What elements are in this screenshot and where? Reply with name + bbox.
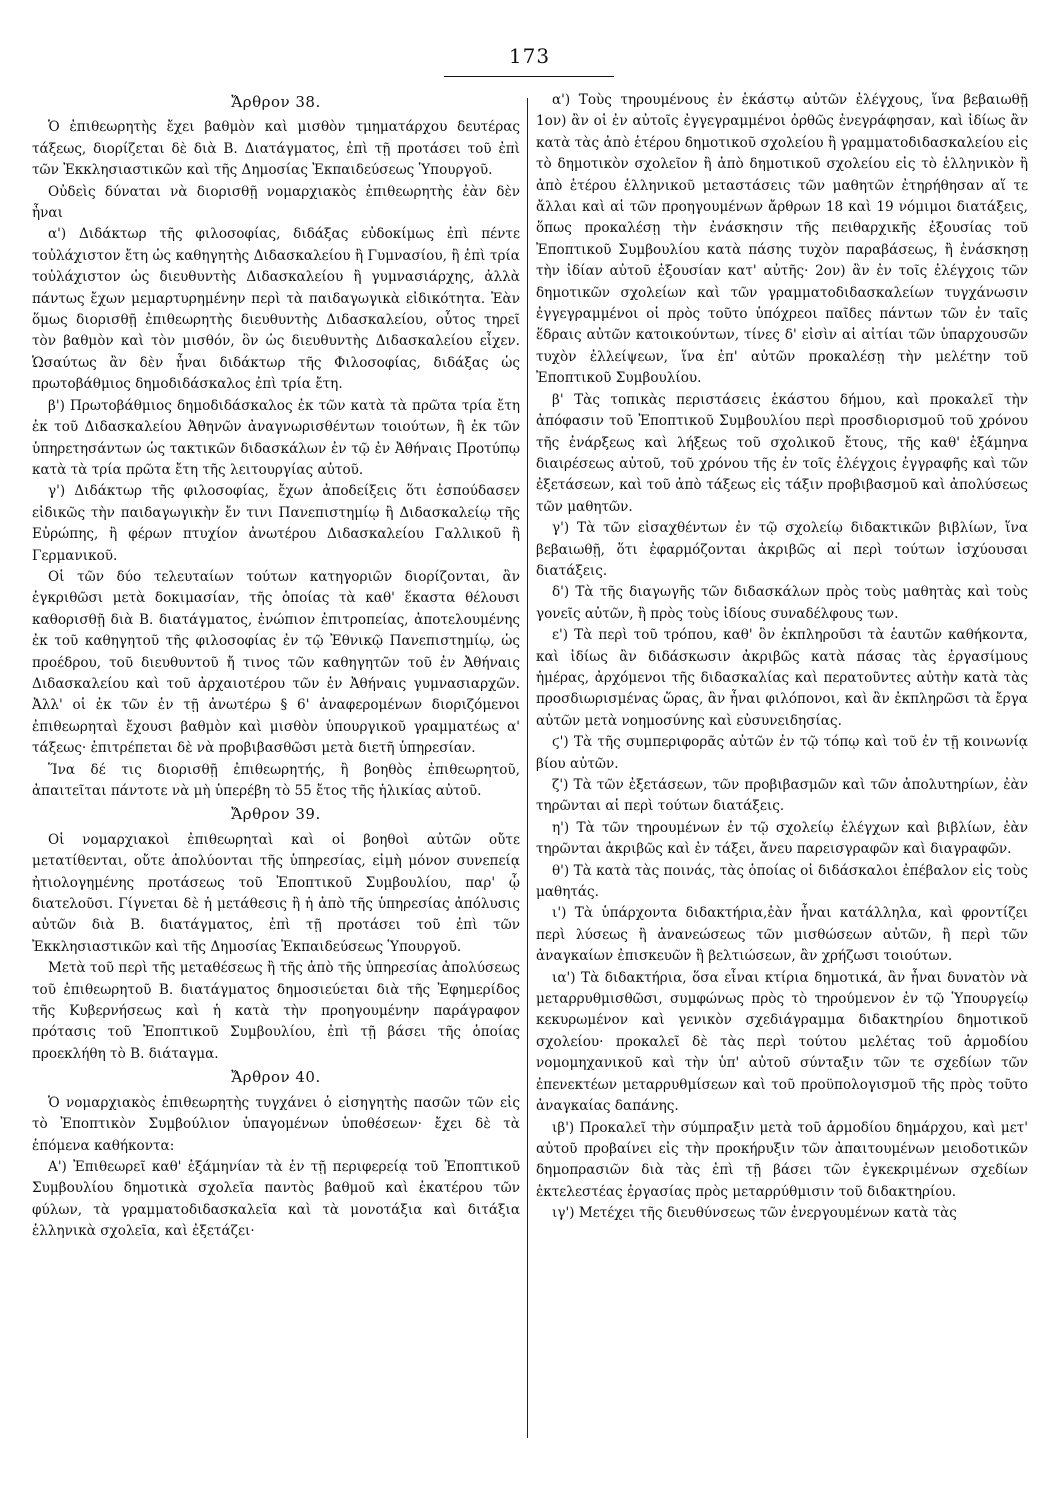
article-38-heading: Ἄρθρον 38. — [231, 93, 321, 111]
page-number: 173 — [508, 44, 551, 68]
duty-item-b: β' Τὰς τοπικὰς περιστάσεις ἑκάστου δήμου, καὶ προκαλεῖ τὴν ἀπόφασιν τοῦ Ἐποπτικοῦ Συμβουλίου περὶ προσδιορισμοῦ τοῦ χρόνου τῆς ἐνάρξεως καὶ λήξεως τοῦ σχολικοῦ ἔτους, τῆς καθ' ἑξάμηνα διαιρέσεως αὐτοῦ, τοῦ χρόνου τῆς ἐν τοῖς ἐλέγχοις ἐγγραφῆς καὶ τῶν ἐξετάσεων, καὶ τοῦ ἀπὸ τάξεως εἰς τάξιν προβιβασμοῦ καὶ ἀπολύσεως τῶν μαθητῶν. — [536, 391, 1028, 515]
right-column — [536, 90, 1028, 1225]
duty-item-k: ια') Τὰ διδακτήρια, ὅσα εἶναι κτίρια δημοτικά, ἂν ἦναι δυνατὸν νὰ μεταρρυθμισθῶσι, συμφώνως πρὸς τὸ τηρούμενον ἐν τῷ Ὑπουργείῳ κεκυρωμένον καὶ γενικὸν σχεδιάγραμμα διδακτηρίου δημοτικοῦ σχολείου· προκαλεῖ δὲ τὰς περὶ τούτου μελέτας τοῦ ἁρμοδίου νομομηχανικοῦ καὶ τὴν ὑπ' αὐτοῦ σύνταξιν τῶν τε σχεδίων τῶν ἐπενεκτέων μεταρρυθμίσεων καὶ τοῦ προϋπολογισμοῦ τῆς πρὸς τοῦτο ἀναγκαίας δαπάνης. — [536, 969, 1028, 1115]
left-column — [32, 90, 520, 1243]
duty-item-i: θ') Τὰ κατὰ τὰς ποινάς, τὰς ὁποίας οἱ διδάσκαλοι ἐπέβαλον εἰς τοὺς μαθητάς. — [536, 862, 1028, 901]
duty-item-a: α') Τοὺς τηρουμένους ἐν ἑκάστῳ αὐτῶν ἐλέγχους, ἵνα βεβαιωθῇ 1ον) ἂν οἱ ἐν αὐτοῖς ἐγγεγραμμένοι ὀρθῶς ἐνεγράφησαν, καὶ ἰδίως ἂν κατὰ τὰς ἀπὸ ἑτέρου δημοτικοῦ σχολείου ἢ γραμματοδιδασκαλείου εἰς τὸ δημοτικὸν σχολεῖον ἢ ἀπὸ δημοτικοῦ σχολείου εἰς τὸ ἑλληνικὸν ἢ ἀπὸ ἑτέρου ἑλληνικοῦ μεταστάσεις τῶν μαθητῶν ἐτηρήθησαν αἵ τε ἄλλαι καὶ αἱ τῶν προηγουμένων ἄρθρων 18 καὶ 19 νόμιμοι διατάξεις, ὅπως προκαλέσῃ τὴν ἐνάσκησιν τῆς πειθαρχικῆς ἐξουσίας τοῦ Ἐποπτικοῦ Συμβουλίου κατὰ πάσης τυχὸν παραβάσεως, ἢ ἐνάσκησῃ τὴν ἰδίαν αὐτοῦ ἐξουσίαν κατ' αὐτῆς· 2ον) ἂν ἐν τοῖς ἐλέγχοις τῶν δημοτικῶν σχολείων καὶ τῶν γραμματοδιδασκαλείων τυγχάνωσιν ἐγγεγραμμένοι οἱ πρὸς τοῦτο ὑπόχρεοι παῖδες πάντων τῶν ἐν ταῖς ἕδραις αὐτῶν κατοικούντων, τίνες δ' εἰσὶν αἱ αἰτίαι τῶν ὑπαρχουσῶν τυχὸν ἐλλείψεων, ἵνα ἐπ' αὐτῶν προκαλέσῃ τὴν μελέτην τοῦ Ἐποπτικοῦ Συμβουλίου. — [536, 92, 1028, 387]
article-38-paragraph-4: Ἵνα δέ τις διορισθῇ ἐπιθεωρητής, ἢ βοηθὸς ἐπιθεωρητοῦ, ἀπαιτεῖται πάντοτε νὰ μὴ ὑπερέβη τὸ 55 ἔτος τῆς ἡλικίας αὐτοῦ. — [32, 761, 520, 799]
article-39-paragraph-2: Μετὰ τοῦ περὶ τῆς μεταθέσεως ἢ τῆς ἀπὸ τῆς ὑπηρεσίας ἀπολύσεως τοῦ ἐπιθεωρητοῦ Β. διατάγματος δημοσιεύεται διὰ τῆς Ἐφημερίδος τῆς Κυβερνήσεως καὶ ἡ κατὰ τὴν προηγουμένην παράγραφον πρότασις τοῦ Ἐποπτικοῦ Συμβουλίου, ἐπὶ τῇ βάσει τῆς ὁποίας προεκλήθη τὸ Β. διάταγμα. — [32, 960, 520, 1062]
duty-item-g: ζ') Τὰ τῶν ἐξετάσεων, τῶν προβιβασμῶν καὶ τῶν ἀπολυτηρίων, ἐὰν τηρῶνται αἱ περὶ τούτων διατάξεις. — [536, 777, 1028, 815]
column-divider — [527, 98, 528, 1438]
article-39-paragraph-1: Οἱ νομαρχιακοὶ ἐπιθεωρηταὶ καὶ οἱ βοηθοὶ αὐτῶν οὔτε μετατίθενται, οὔτε ἀπολύονται τῆς ὑπηρεσίας, εἰμὴ μόνον συνεπείᾳ ἠτιολογημένης προτάσεως τοῦ Ἐποπτικοῦ Συμβουλίου, παρ' ᾧ διατελοῦσι. Γίγνεται δὲ ἡ μετάθεσις ἢ ἡ ἀπὸ τῆς ὑπηρεσίας ἀπόλυσις αὐτῶν διὰ Β. διατάγματος, ἐπὶ τῇ προτάσει τοῦ ἐπὶ τῶν Ἐκκλησιαστικῶν καὶ τῆς Δημοσίας Ἐκπαιδεύσεως Ὑπουργοῦ. — [32, 831, 520, 955]
duty-item-m: ιγ') Μετέχει τῆς διευθύνσεως τῶν ἐνεργουμένων κατὰ τὰς — [552, 1205, 957, 1222]
article-40-paragraph-1: Ὁ νομαρχιακὸς ἐπιθεωρητὴς τυγχάνει ὁ εἰσηγητὴς πασῶν τῶν εἰς τὸ Ἐποπτικὸν Συμβούλιον ὑπαγομένων ὑποθέσεων· ἔχει δὲ τὰ ἑπόμενα καθήκοντα: — [32, 1094, 520, 1154]
duty-item-h: η') Τὰ τῶν τηρουμένων ἐν τῷ σχολείῳ ἐλέγχων καὶ βιβλίων, ἐὰν τηρῶνται ἀκριβῶς καὶ ἐν τάξει, ἄνευ παρεισγραφῶν καὶ διαγραφῶν. — [536, 819, 1028, 858]
article-40-heading: Ἄρθρον 40. — [231, 1068, 321, 1087]
article-38-paragraph-1: Ὁ ἐπιθεωρητὴς ἔχει βαθμὸν καὶ μισθὸν τμηματάρχου δευτέρας τάξεως, διορίζεται δὲ διὰ Β. Διατάγματος, ἐπὶ τῇ προτάσει τοῦ ἐπὶ τῶν Ἐκκλησιαστικῶν καὶ τῆς Δημοσίας Ἐκπαιδεύσεως Ὑπουργοῦ. — [32, 119, 520, 179]
header-rule — [444, 76, 614, 77]
article-38-item-c: γ') Διδάκτωρ τῆς φιλοσοφίας, ἔχων ἀποδείξεις ὅτι ἐσπούδασεν εἰδικῶς τὴν παιδαγωγικὴν ἔν τινι Πανεπιστημίῳ ἢ Διδασκαλείῳ τῆς Εὐρώπης, ἢ φέρων πτυχίον ἀνωτέρου Διδασκαλείου Γαλλικοῦ ἢ Γερμανικοῦ. — [32, 483, 520, 564]
article-38-paragraph-3: Οἱ τῶν δύο τελευταίων τούτων κατηγοριῶν διορίζονται, ἂν ἐγκριθῶσι μετὰ δοκιμασίαν, τῆς ὁποίας τὰ καθ' ἕκαστα θέλουσι καθορισθῇ διὰ Β. διατάγματος, ἐνώπιον ἐπιτροπείας, ἀποτελουμένης ἐκ τοῦ καθηγητοῦ τῆς φιλοσοφίας ἐν τῷ Ἐθνικῷ Πανεπιστημίῳ, ὡς προέδρου, τοῦ διευθυντοῦ ἤ τινος τῶν καθηγητῶν τοῦ ἐν Ἀθήναις Διδασκαλείου καὶ τοῦ ἀρχαιοτέρου τῶν ἐν Ἀθήναις γυμνασιαρχῶν. Ἀλλ' οἱ ἐκ τῶν ἐν τῇ ἀνωτέρω § 6' ἀναφερομένων διοριζόμενοι ἐπιθεωρηταὶ ἔχουσι βαθμὸν καὶ μισθὸν ὑπουργικοῦ γραμματέως α' τάξεως· ἐπιτρέπεται δὲ νὰ προβιβασθῶσι μετὰ διετῆ ὑπηρεσίαν. — [32, 568, 520, 757]
duty-item-e: ε') Τὰ περὶ τοῦ τρόπου, καθ' ὃν ἐκπληροῦσι τὰ ἑαυτῶν καθήκοντα, καὶ ἰδίως ἂν διδάσκωσιν ἀκριβῶς κατὰ πάσας τὰς ἐργασίμους ἡμέρας, ἀρχόμενοι τῆς διδασκαλίας καὶ περατοῦντες αὐτὴν κατὰ τὰς προσδιωρισμένας ὥρας, ἂν ἦναι φιλόπονοι, καὶ ἂν ἐκπληρῶσι τὰ ἔργα αὐτῶν μετὰ νοημοσύνης καὶ εὐσυνειδησίας. — [536, 627, 1028, 729]
duty-item-l: ιβ') Προκαλεῖ τὴν σύμπραξιν μετὰ τοῦ ἁρμοδίου δημάρχου, καὶ μετ' αὐτοῦ προβαίνει εἰς τὴν προκήρυξιν τῶν ἀπαιτουμένων μειοδοτικῶν δημοπρασιῶν διὰ τὰς ἐπὶ τῇ βάσει τῶν ἐγκεκριμένων σχεδίων ἐκτελεστέας ἐργασίας πρὸς μεταρρύθμισιν τοῦ διδακτηρίου. — [536, 1119, 1028, 1200]
article-38-item-b: β') Πρωτοβάθμιος δημοδιδάσκαλος ἐκ τῶν κατὰ τὰ πρῶτα τρία ἔτη ἐκ τοῦ Διδασκαλείου Ἀθηνῶν ἀναγνωρισθέντων τοιούτων, ἢ ἐκ τῶν ὑπηρετησάντων ὡς τακτικῶν διδασκάλων ἐν τῷ ἐν Ἀθήναις Προτύπῳ κατὰ τὰ τρία πρῶτα ἔτη τῆς λειτουργίας αὐτοῦ. — [32, 397, 520, 478]
duty-item-d: δ') Τὰ τῆς διαγωγῆς τῶν διδασκάλων πρὸς τοὺς μαθητὰς καὶ τοὺς γονεῖς αὐτῶν, ἢ πρὸς τοὺς ἰδίους συναδέλφους των. — [536, 584, 1028, 622]
duty-item-f: ϛ') Τὰ τῆς συμπεριφορᾶς αὐτῶν ἐν τῷ τόπῳ καὶ τοῦ ἐν τῇ κοινωνίᾳ βίου αὐτῶν. — [536, 734, 1028, 772]
duty-item-c: γ') Τὰ τῶν εἰσαχθέντων ἐν τῷ σχολείῳ διδακτικῶν βιβλίων, ἵνα βεβαιωθῇ, ὅτι ἐφαρμόζονται ἀκριβῶς αἱ περὶ τούτων ἰσχύουσαι διατάξεις. — [536, 520, 1028, 579]
duty-item-j: ι') Τὰ ὑπάρχοντα διδακτήρια,ἐὰν ἦναι κατάλληλα, καὶ φροντίζει περὶ λύσεως ἢ ἀνανεώσεως τῶν μισθώσεων αὐτῶν, ἢ περὶ τῶν ἀναγκαίων ἐπισκευῶν ἢ βελτιώσεων, ἂν χρήζωσι τοιούτων. — [536, 905, 1028, 965]
article-39-heading: Ἄρθρον 39. — [231, 805, 321, 824]
article-38-paragraph-2: Οὐδεὶς δύναται νὰ διορισθῇ νομαρχιακὸς ἐπιθεωρητὴς ἐὰν δὲν ἦναι — [32, 183, 520, 222]
article-38-item-a: α') Διδάκτωρ τῆς φιλοσοφίας, διδάξας εὐδοκίμως ἐπὶ πέντε τοὐλάχιστον ἔτη ὡς καθηγητὴς Διδασκαλείου ἢ Γυμνασίου, ἢ ἐπὶ τρία τοὐλάχιστον ὡς διευθυντὴς Διδασκαλείου ἢ γυμνασιάρχης, ἀλλὰ πάντως ἔχων μεμαρτυρημένην περὶ τὰ παιδαγωγικὰ εἰδικότητα. Ἐὰν ὅμως διορισθῇ ἐπιθεωρητὴς διευθυντὴς Διδασκαλείου, οὗτος τηρεῖ τὸν βαθμὸν καὶ τὸν μισθόν, ὃν ὡς διευθυντὴς Διδασκαλείου εἶχεν. Ὡσαύτως ἂν δὲν ἦναι διδάκτωρ τῆς Φιλοσοφίας, διδάξας ὡς πρωτοβάθμιος δημοδιδάσκαλος ἐπὶ τρία ἔτη. — [32, 226, 520, 393]
article-40-item-A: Α') Ἐπιθεωρεῖ καθ' ἑξάμηνίαν τὰ ἐν τῇ περιφερείᾳ τοῦ Ἐποπτικοῦ Συμβουλίου δημοτικὰ σχολεῖα παντὸς βαθμοῦ καὶ ἑκατέρου τῶν φύλων, τὰ γραμματοδιδασκαλεῖα καὶ τὰ μονοτάξια καὶ διτάξια ἑλληνικὰ σχολεῖα, καὶ ἐξετάζει· — [32, 1158, 520, 1240]
